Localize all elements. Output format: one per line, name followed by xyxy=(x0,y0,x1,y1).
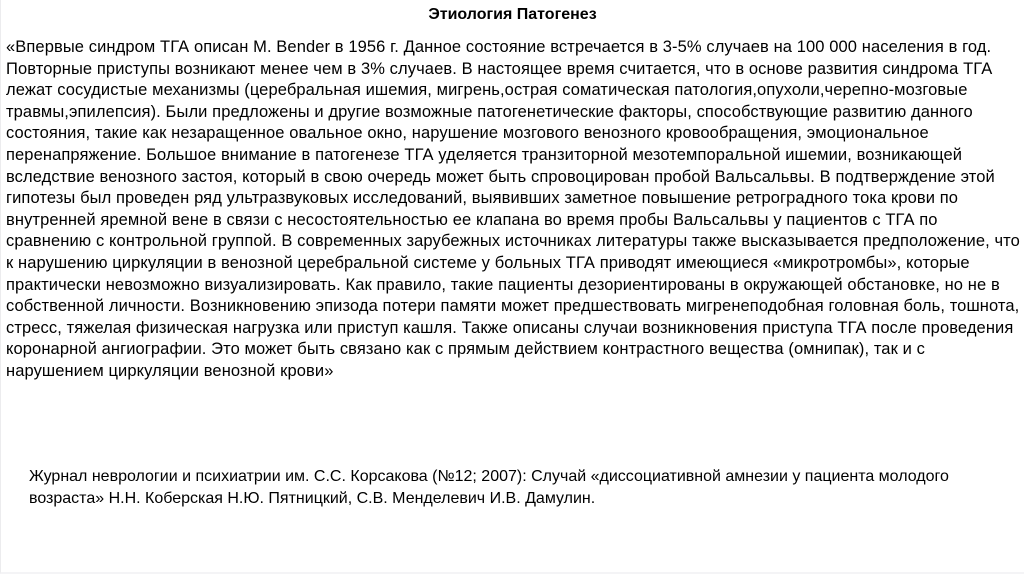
body-text: «Впервые синдром ТГА описан M. Bender в 1956 г. Данное состояние встречается в 3-5% случаев на 100 000 населения в год. Повторные приступы возникают менее чем в 3% случаев. В настоящее время считается, что в основе развития синдрома ТГА лежат сосудистые механизмы (церебральная ишемия, мигрень,острая соматическая патология,опухоли,черепно-мозговые травмы,эпилепсия). Были предложены и другие возможные патогенетические факторы, способствующие развитию данного состояния, такие как незаращенное овальное окно, нарушение мозгового венозного кровообращения, эмоциональное перенапряжение. Большое внимание в патогенезе ТГА уделяется транзиторной мезотемпоральной ишемии, возникающей вследствие венозного застоя, который в свою очередь может быть спровоцирован пробой Вальсальвы. В подтверждение этой гипотезы был проведен ряд ультразвуковых исследований, выявивших заметное повышение ретроградного тока крови по внутренней яремной вене в связи с несостоятельностью ее клапана во время пробы Вальсальвы у пациентов с ТГА по сравнению с контрольной группой. В современных зарубежных источниках литературы также высказывается предположение, что к нарушению циркуляции в венозной церебральной системе у больных ТГА приводят имеющиеся «микротромбы», которые практически невозможно визуализировать. Как правило, такие пациенты дезориентированы в окружающей обстановке, но не в собственной личности. Возникновению эпизода потери памяти может предшествовать мигренеподобная головная боль, тошнота, стресс, тяжелая физическая нагрузка или приступ кашля. Также описаны случаи возникновения приступа ТГА после проведения коронарной ангиографии. Это может быть связано как с прямым действием контрастного вещества (омнипак), так и с нарушением циркуляции венозной крови» xyxy=(6,38,1020,380)
citation-text: Журнал неврологии и психиатрии им. С.С. Корсакова (№12; 2007): Случай «диссоциативной амнезии у пациента молодого возраста» Н.Н. Коберская Н.Ю. Пятницкий, С.В. Менделевич И.В. Дамулин. xyxy=(29,468,949,507)
slide-title: Этиология Патогенез xyxy=(428,6,597,23)
